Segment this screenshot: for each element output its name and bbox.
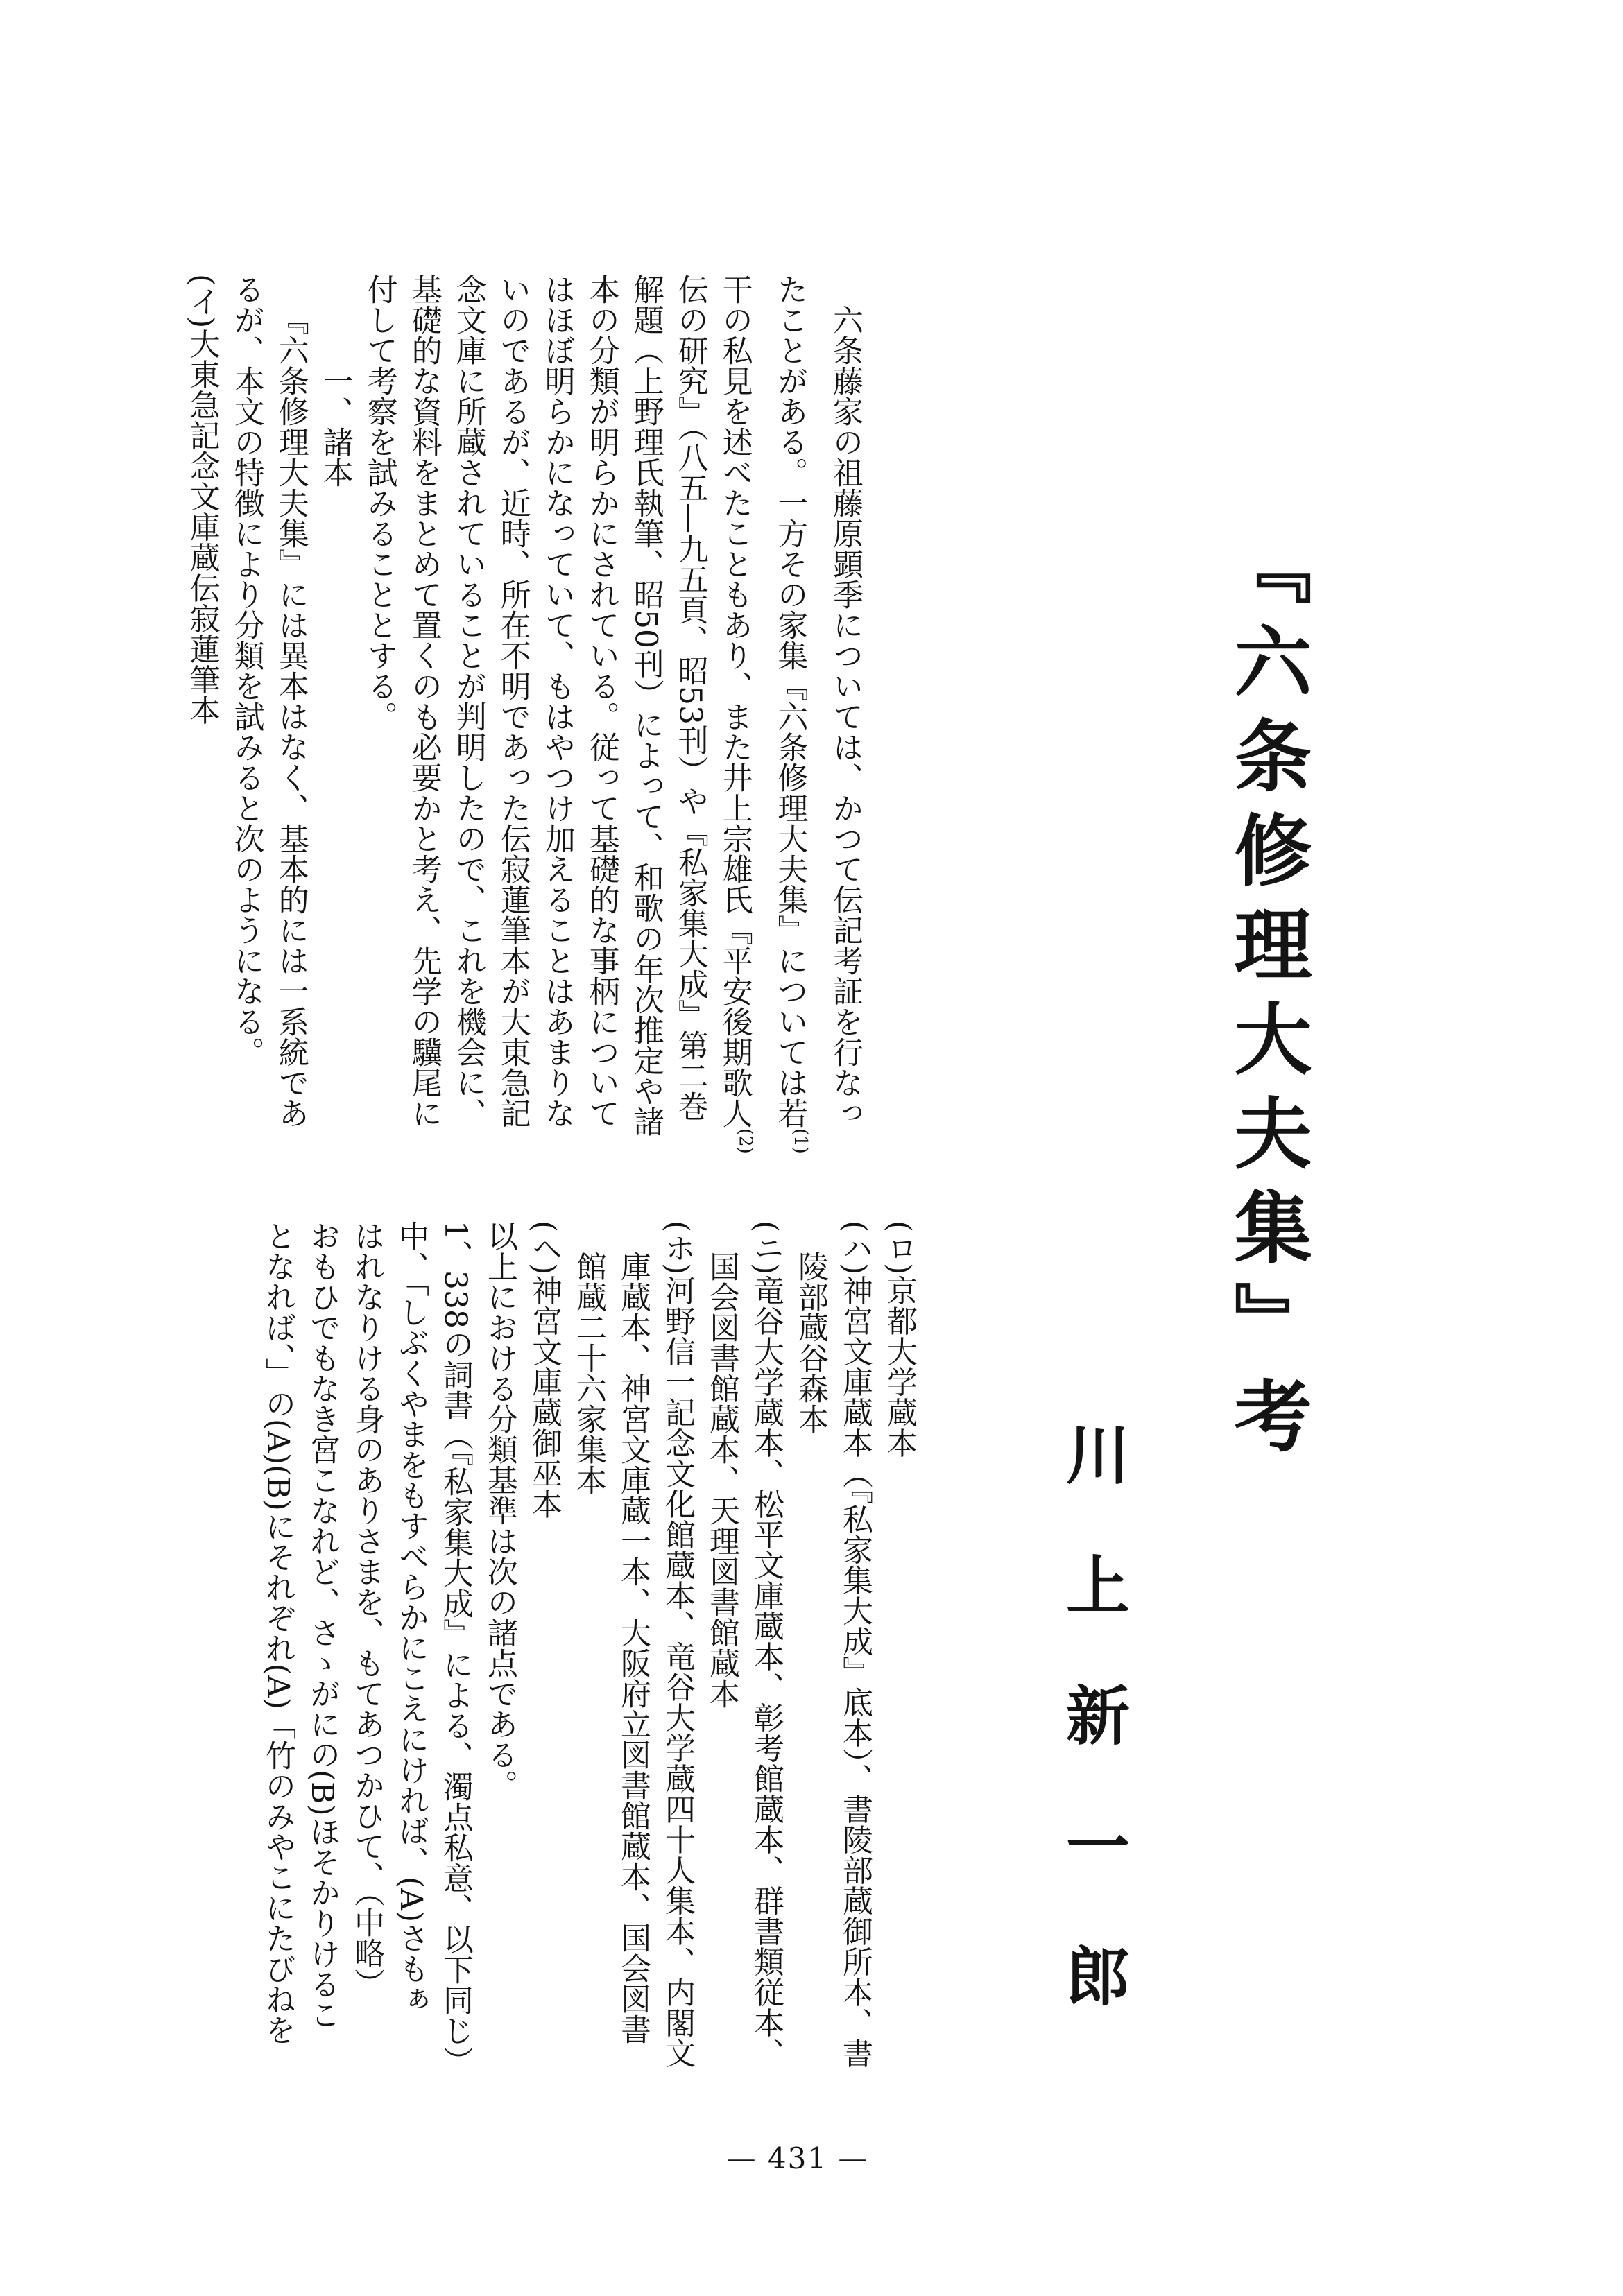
text-line: おもひでもなき宮こなれど、さゝがにの(B)ほそかりけるこ <box>304 1220 340 2030</box>
text-line: (ニ)竜谷大学蔵本、松平文庫蔵本、彰考館蔵本、群書類従本、 <box>748 1220 784 2069</box>
text-line: はほぼ明らかになっていて、もはやつけ加えることはあまりな <box>539 274 575 1128</box>
text-line: (ホ)河野信一記念文化館蔵本、竜谷大学蔵四十人集本、内閣文 <box>660 1220 695 2069</box>
note-ref: (2) <box>735 1128 756 1154</box>
text-line: となれば、」の(A)(B)にそれぞれ(A)「竹のみやこにたびねを <box>260 1220 295 2045</box>
lower-text-block <box>255 1220 921 2076</box>
text-segment: たことがある。一方その家集『六条修理大夫集』については若 <box>772 274 808 1128</box>
text-line: 庫蔵本、神宮文庫蔵一本、大阪府立図書館蔵本、国会図書 <box>615 1251 651 2044</box>
text-line: 付して考察を試みることとする。 <box>361 274 397 732</box>
text-line: (ハ)神宮文庫蔵本（『私家集大成』底本）、書陵部蔵御所本、書 <box>837 1220 873 2069</box>
text-line <box>767 274 823 1154</box>
text-line: 中、「しぶくやまをもすべらかにこえにければ、(A)さもぁ <box>393 1220 429 2014</box>
text-line <box>712 274 768 1154</box>
text-line: 六条藤家の祖藤原顕季については、かつて伝記考証を行なっ <box>827 304 863 1128</box>
article-author: 川上新一郎 <box>1056 1422 1131 2073</box>
page-number: — 431 — <box>726 2141 869 2175</box>
text-line: 基礎的な資料をまとめて置くのも必要かと考え、先学の驥尾に <box>406 274 442 1128</box>
text-line: 解題（上野理氏執筆、昭50刊）によって、和歌の年次推定や諸 <box>628 274 664 1137</box>
section-heading: 一、諸本 <box>317 365 353 487</box>
text-line: 伝の研究』（八五—九五頁、昭53刊）や『私家集大成』第二巻 <box>672 274 708 1121</box>
text-line: 『六条修理大夫集』には異本はなく、基本的には一系統であ <box>273 304 309 1128</box>
text-line: 国会図書館蔵本、天理図書館蔵本 <box>704 1251 739 1709</box>
text-line: (イ)大東急記念文庫蔵伝寂蓮筆本 <box>184 274 220 725</box>
article-title: 『六条修理大夫集』考 <box>1221 527 1312 1470</box>
text-line: 陵部蔵谷森本 <box>793 1251 828 1434</box>
text-line: いのであるが、近時、所在不明であった伝寂蓮筆本が大東急記 <box>495 274 531 1128</box>
text-line: 本の分類が明らかにされている。従って基礎的な事柄について <box>583 274 619 1128</box>
text-line: 念文庫に所蔵されていることが判明したので、これを機会に、 <box>450 274 486 1128</box>
text-segment: 干の私見を述べたこともあり、また井上宗雄氏『平安後期歌人 <box>716 274 753 1128</box>
text-line: (ロ)京都大学蔵本 <box>882 1220 917 1458</box>
text-line: 以上における分類基準は次の諸点である。 <box>482 1220 517 1800</box>
text-line: (ヘ)神宮文庫蔵御巫本 <box>526 1220 562 1519</box>
text-line: はれなりける身のありさまを、もてあつかひて、（中略） <box>349 1220 384 1999</box>
text-line: 1、338の詞書（『私家集大成』による、濁点私意、以下同じ） <box>438 1220 473 2076</box>
text-line: るが、本文の特徴により分類を試みると次のようになる。 <box>228 274 264 1067</box>
note-ref: (1) <box>790 1128 811 1154</box>
text-line: 館蔵二十六家集本 <box>571 1251 606 1495</box>
upper-text-block <box>180 274 867 1154</box>
